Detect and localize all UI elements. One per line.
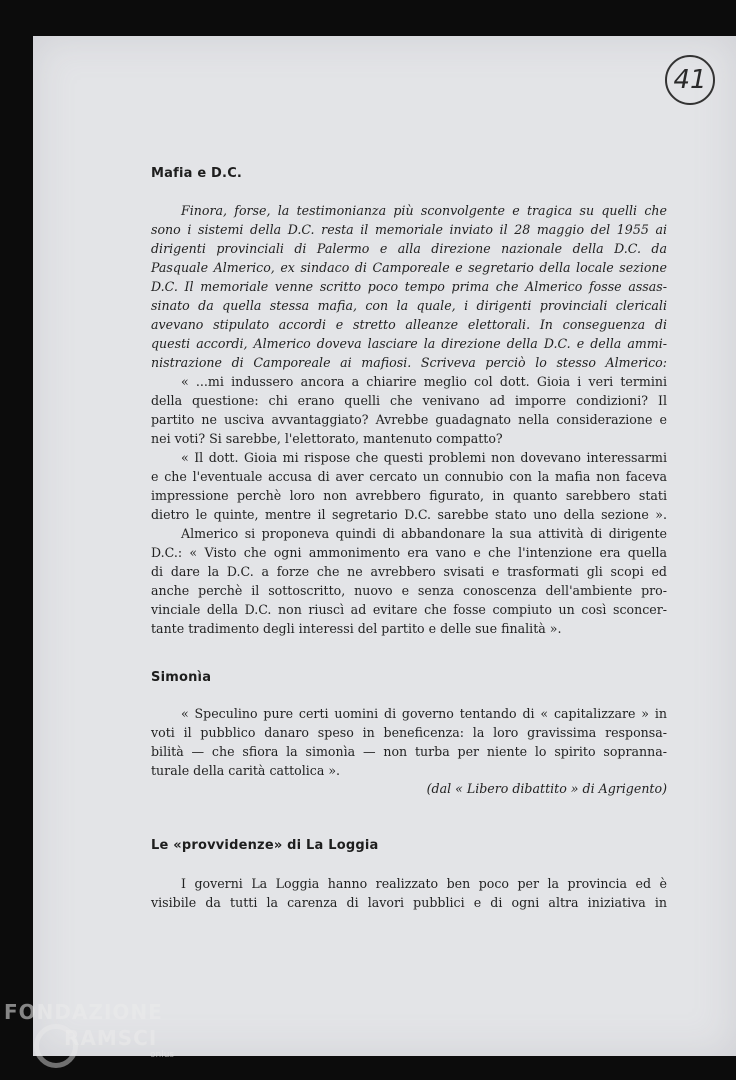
text-line: nistrazione di Camporeale ai mafiosi. Scriveva perciò lo stesso Almerico: [151,355,667,370]
text-line: dietro le quinte, mentre il segretario D.C. sarebbe stato uno della sezione ». [151,507,667,522]
text-line: questi accordi, Almerico doveva lasciare la direzione della D.C. e della ammi- [151,336,667,351]
text-line: sono i sistemi della D.C. resta il memoriale inviato il 28 maggio del 1955 ai [151,222,667,237]
text-line: tante tradimento degli interessi del partito e delle sue finalità ». [151,621,562,636]
text-line: « Il dott. Gioia mi rispose che questi problemi non dovevano interessarmi [181,450,667,465]
text-line: di dare la D.C. a forze che ne avrebbero svisati e trasformati gli scopi ed [151,564,667,579]
text-line: D.C. Il memoriale venne scritto poco tempo prima che Almerico fosse assas- [151,279,667,294]
source-citation: (dal « Libero dibattito » di Agrigento) [426,781,667,796]
text-line: dirigenti provinciali di Palermo e alla direzione nazionale della D.C. da [151,241,667,256]
text-line: Finora, forse, la testimonianza più sconvolgente e tragica su quelli che [181,203,667,218]
text-line: « ...mi indussero ancora a chiarire meglio col dott. Gioia i veri termini [181,374,667,389]
text-line: visibile da tutti la carenza di lavori pubblici e di ogni altra iniziativa in [151,895,667,910]
heading-mafia: Mafia e D.C. [151,166,243,181]
heading-simonia: Simonìa [151,670,212,685]
text-line: voti il pubblico danaro speso in beneficenza: la loro gravissima responsa- [151,725,667,740]
text-line: avevano stipulato accordi e stretto alleanze elettorali. In conseguenza di [151,317,667,332]
text-line: bilità — che sfiora la simonìa — non turba per niente lo spirito sopranna- [151,744,667,759]
text-line: sinato da quella stessa mafia, con la quale, i dirigenti provinciali clericali [151,298,667,313]
text-line: partito ne usciva avvantaggiato? Avrebbe guadagnato nella considerazione e [151,412,667,427]
text-line: I governi La Loggia hanno realizzato ben poco per la provincia ed è [181,876,667,891]
watermark-logo [4,1000,175,1060]
text-line: e che l'eventuale accusa di aver cercato un connubio con la mafia non faceva [151,469,667,484]
text-line: impressione perchè loro non avrebbero figurato, in quanto sarebbero stati [151,488,667,503]
text-line: D.C.: « Visto che ogni ammonimento era vano e che l'intenzione era quella [151,545,667,560]
heading-loggia: Le «provvidenze» di La Loggia [151,838,379,853]
watermark-text: RAMSCI [64,1026,158,1050]
text-line: Almerico si proponeva quindi di abbandonare la sua attività di dirigente [181,526,667,541]
text-line: anche perchè il sottoscritto, nuovo e senza conoscenza dell'ambiente pro- [151,583,667,598]
text-line: Pasquale Almerico, ex sindaco di Camporeale e segretario della locale sezione [151,260,667,275]
watermark-text: FONDAZIONE [4,1000,163,1024]
text-line: nei voti? Si sarebbe, l'elettorato, mantenuto compatto? [151,431,503,446]
page-number: 41 [665,55,715,105]
text-line: « Speculino pure certi uomini di governo tentando di « capitalizzare » in [181,706,667,721]
watermark-text: onlus [150,1050,175,1060]
text-line: turale della carità cattolica ». [151,763,341,778]
text-line: della questione: chi erano quelli che venivano ad imporre condizioni? Il [151,393,667,408]
text-line: vinciale della D.C. non riuscì ad evitare che fosse compiuto un così sconcer- [151,602,667,617]
